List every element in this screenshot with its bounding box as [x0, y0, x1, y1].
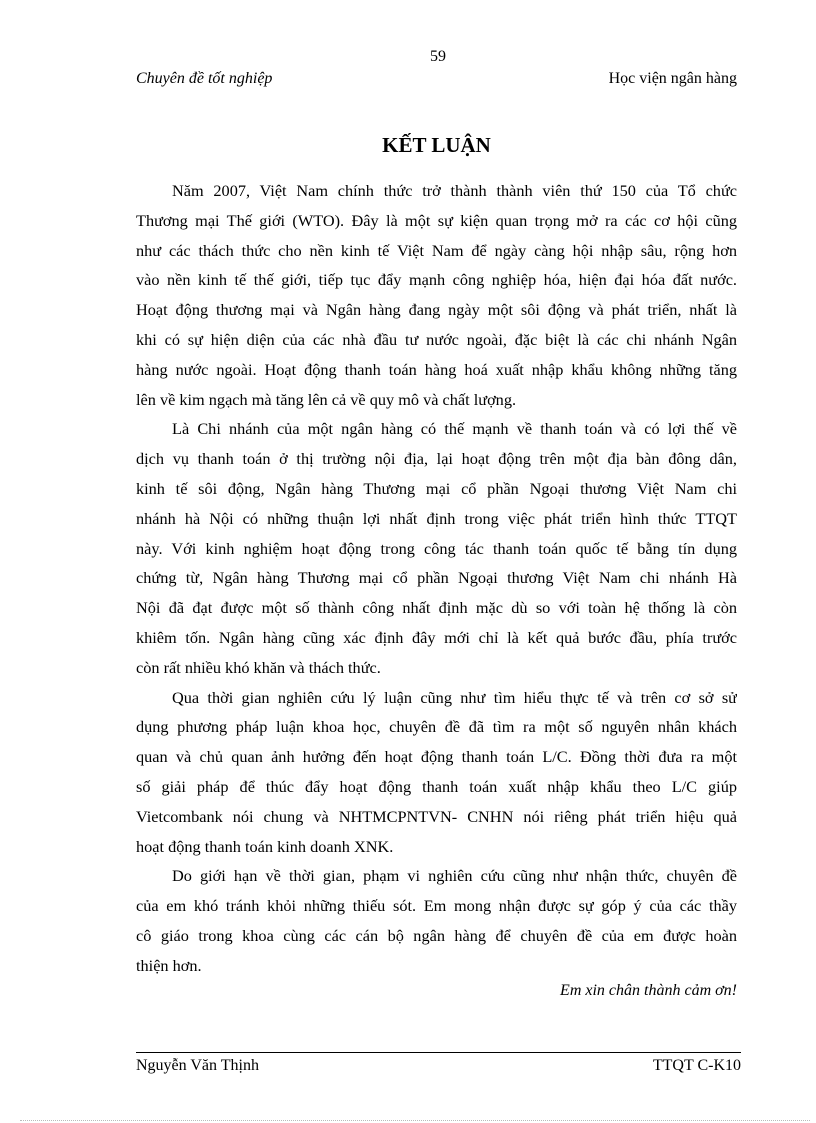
text-line: này. Với kinh nghiệm hoạt động trong công tác thanh toán quốc tế bằng tín dụng [136, 538, 737, 558]
text-line: Thương mại Thế giới (WTO). Đây là một sự kiện quan trọng mở ra các cơ hội cũng [136, 210, 737, 230]
page-title: KẾT LUẬN [382, 133, 491, 157]
header-right: Học viện ngân hàng [608, 70, 737, 87]
text-line: kinh tế sôi động, Ngân hàng Thương mại cổ phần Ngoại thương Việt Nam chi [136, 478, 737, 498]
text-line: khiêm tốn. Ngân hàng cũng xác định đây mới chỉ là kết quả bước đầu, phía trước [136, 627, 737, 647]
paragraph [136, 176, 737, 414]
text-line: Nội đã đạt được một số thành công nhất định mặc dù so với toàn hệ thống là còn [136, 598, 737, 618]
text-line: Hoạt động thương mại và Ngân hàng đang ngày một sôi động và phát triển, nhất là [136, 300, 737, 320]
page-number: 59 [430, 48, 446, 65]
footer-class: TTQT C-K10 [652, 1057, 741, 1074]
header-left: Chuyên đề tốt nghiệp [136, 70, 273, 87]
text-line: cô giáo trong khoa cùng các cán bộ ngân hàng để chuyên đề của em được hoàn [136, 925, 737, 945]
text-line: vào nền kinh tế thế giới, tiếp tục đẩy mạnh công nghiệp hóa, hiện đại hóa đất nước. [136, 270, 737, 290]
text-line: thiện hơn. [136, 955, 202, 975]
text-line: dụng phương pháp luận khoa học, chuyên đề đã tìm ra một số nguyên nhân khách [136, 717, 737, 737]
closing-line: Em xin chân thành cảm ơn! [560, 982, 737, 999]
page-header [136, 70, 737, 88]
text-line: lên về kim ngạch mà tăng lên cả về quy mô và chất lượng. [136, 389, 517, 409]
text-line: số giải pháp để thúc đẩy hoạt động thanh toán xuất nhập khẩu theo L/C giúp [136, 776, 737, 796]
page-boundary [20, 1120, 810, 1121]
text-line: Là Chi nhánh của một ngân hàng có thế mạnh về thanh toán và có lợi thế về [172, 419, 737, 439]
text-line: nhánh hà Nội có những thuận lợi nhất định trong việc phát triển hình thức TTQT [136, 508, 737, 528]
paragraph [136, 861, 737, 980]
text-line: hoạt động thanh toán kinh doanh XNK. [136, 836, 394, 856]
footer-author: Nguyễn Văn Thịnh [136, 1057, 259, 1074]
paragraph [136, 683, 737, 862]
text-line: Năm 2007, Việt Nam chính thức trở thành thành viên thứ 150 của Tổ chức [172, 181, 737, 200]
text-line: như các thách thức cho nền kinh tế Việt Nam để ngày càng hội nhập sâu, rộng hơn [136, 240, 737, 260]
page-footer [136, 1057, 741, 1075]
text-line: hàng nước ngoài. Hoạt động thanh toán hàng hoá xuất nhập khẩu không những tăng [136, 359, 737, 379]
text-line: của em khó tránh khỏi những thiếu sót. Em mong nhận được sự góp ý của các thầy [136, 896, 737, 916]
text-line: Vietcombank nói chung và NHTMCPNTVN- CNHN nói riêng phát triển hiệu quả [136, 806, 737, 826]
footer-divider [136, 1052, 741, 1053]
text-line: quan và chủ quan ảnh hưởng đến hoạt động thanh toán L/C. Đồng thời đưa ra một [136, 747, 737, 767]
text-line: Do giới hạn về thời gian, phạm vi nghiên cứu cũng như nhận thức, chuyên đề [172, 866, 737, 886]
text-line: khi có sự hiện diện của các nhà đầu tư nước ngoài, đặc biệt là các chi nhánh Ngân [136, 329, 737, 349]
paragraph [136, 414, 737, 682]
text-line: chứng từ, Ngân hàng Thương mại cổ phần Ngoại thương Việt Nam chi nhánh Hà [136, 568, 737, 588]
text-line: dịch vụ thanh toán ở thị trường nội địa, lại hoạt động trên một địa bàn đông dân, [136, 449, 737, 469]
document-body [136, 176, 737, 981]
text-line: Qua thời gian nghiên cứu lý luận cũng như tìm hiểu thực tế và trên cơ sở sử [172, 687, 737, 707]
text-line: còn rất nhiều khó khăn và thách thức. [136, 657, 381, 677]
